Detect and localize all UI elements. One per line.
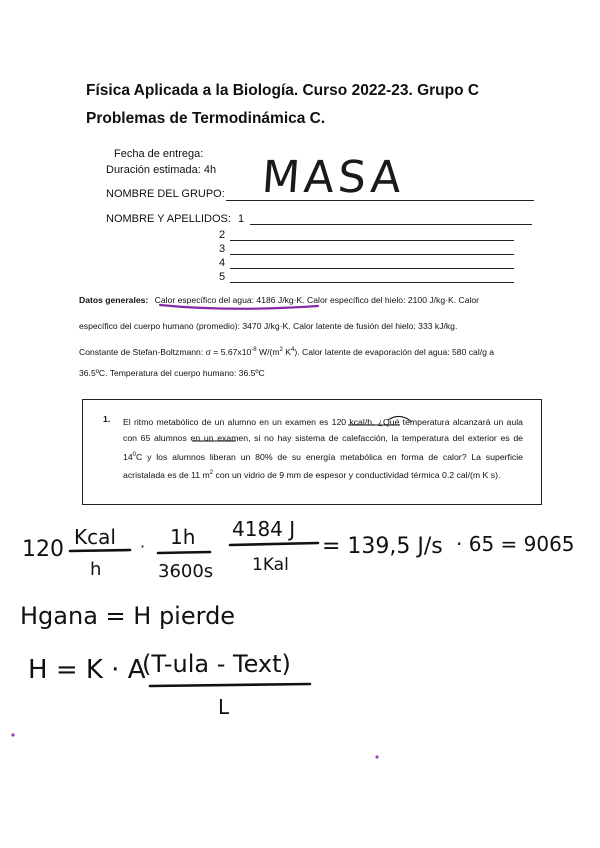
eq1-frac1-num: Kcal xyxy=(74,525,116,549)
page-title: Física Aplicada a la Biología. Curso 2022-23. Grupo C xyxy=(86,82,480,99)
eq1-frac3-num: 4184 J xyxy=(232,517,296,541)
eq1-tail: · 65 = 9065 xyxy=(456,532,575,556)
name-number-4: 4 xyxy=(219,257,226,269)
general-data-line-2: específico del cuerpo humano (promedio): 3470 J/kg·K. Calor latente de fusión del hielo: 333 kJ/kg. xyxy=(79,321,458,331)
units-text: K xyxy=(282,347,292,357)
eq1-frac2-den: 3600s xyxy=(158,561,214,582)
names-label: NOMBRE Y APELLIDOS: xyxy=(106,213,231,225)
purple-underline xyxy=(160,305,318,309)
general-data-line-4: 36.5ºC. Temperatura del cuerpo humano: 36.5ºC xyxy=(79,368,265,378)
name-number-2: 2 xyxy=(219,229,226,241)
stray-dot xyxy=(11,733,14,736)
eq3-numerator: (T-ula - Text) xyxy=(142,650,291,678)
exponent: 4 xyxy=(291,347,295,354)
eq1-factor: 120 xyxy=(22,537,64,562)
page-subtitle: Problemas de Termodinámica C. xyxy=(86,110,326,127)
stray-dot xyxy=(375,755,378,758)
water-specific-heat: Calor específico del agua: 4186 J/kg·K. xyxy=(154,295,305,305)
exponent: -8 xyxy=(251,347,257,354)
fraction-bar xyxy=(230,543,318,545)
eq1-frac3-den: 1Kal xyxy=(252,555,289,575)
ink-mark xyxy=(388,416,412,422)
fraction-bar xyxy=(158,552,210,553)
name-number-1: 1 xyxy=(238,213,245,225)
name-number-5: 5 xyxy=(219,271,226,283)
problem-number: 1. xyxy=(103,414,111,424)
exponent: 2 xyxy=(209,470,214,477)
duration-label: Duración estimada: 4h xyxy=(106,164,217,176)
eq1-frac2-num: 1h xyxy=(170,525,196,549)
stefan-boltzmann-text: Constante de Stefan-Boltzmann: σ = 5.67x10 xyxy=(79,347,252,357)
exponent: 0 xyxy=(132,451,137,458)
group-name-label: NOMBRE DEL GRUPO: xyxy=(106,188,225,200)
exponent: 2 xyxy=(279,347,283,354)
eq1-result: = 139,5 J/s xyxy=(322,534,443,559)
general-data-label: Datos generales: xyxy=(79,295,149,305)
eq3-left: H = K · A xyxy=(28,655,146,685)
evaporation-heat-text: ). Calor latente de evaporación del agua: 580 cal/g a xyxy=(294,347,495,357)
fraction-bar xyxy=(150,684,310,686)
units-text: W/(m xyxy=(256,347,280,357)
dot: · xyxy=(140,537,146,556)
name-number-3: 3 xyxy=(219,243,226,255)
group-name-handwritten: MASA xyxy=(260,152,407,203)
problem-text-part: con un vidrio de 9 mm de espesor y conductividad térmica 0.2 cal/(m K s). xyxy=(213,470,501,480)
delivery-date-label: Fecha de entrega: xyxy=(114,148,204,160)
problem-text-part: El ritmo metabólico de un alumno en un examen es 120 kcal/h. ¿Qué temperatura alcanzará un aula con 65 alumnos en un examen, si no hay sistema de calefacción, la temperatura del exterior es de 14 xyxy=(123,417,523,462)
eq2: Hgana = H pierde xyxy=(20,602,236,630)
eq1-frac1-den: h xyxy=(90,559,102,580)
ice-specific-heat: Calor específico del hielo: 2100 J/kg·K. Calor xyxy=(304,295,480,305)
fraction-bar xyxy=(70,550,130,551)
eq3-denominator: L xyxy=(218,695,230,719)
problem-text-part: C y los alumnos liberan un 80% de su energía metabólica en forma de calor? La superficie acristalada es de 11 m xyxy=(123,451,523,480)
